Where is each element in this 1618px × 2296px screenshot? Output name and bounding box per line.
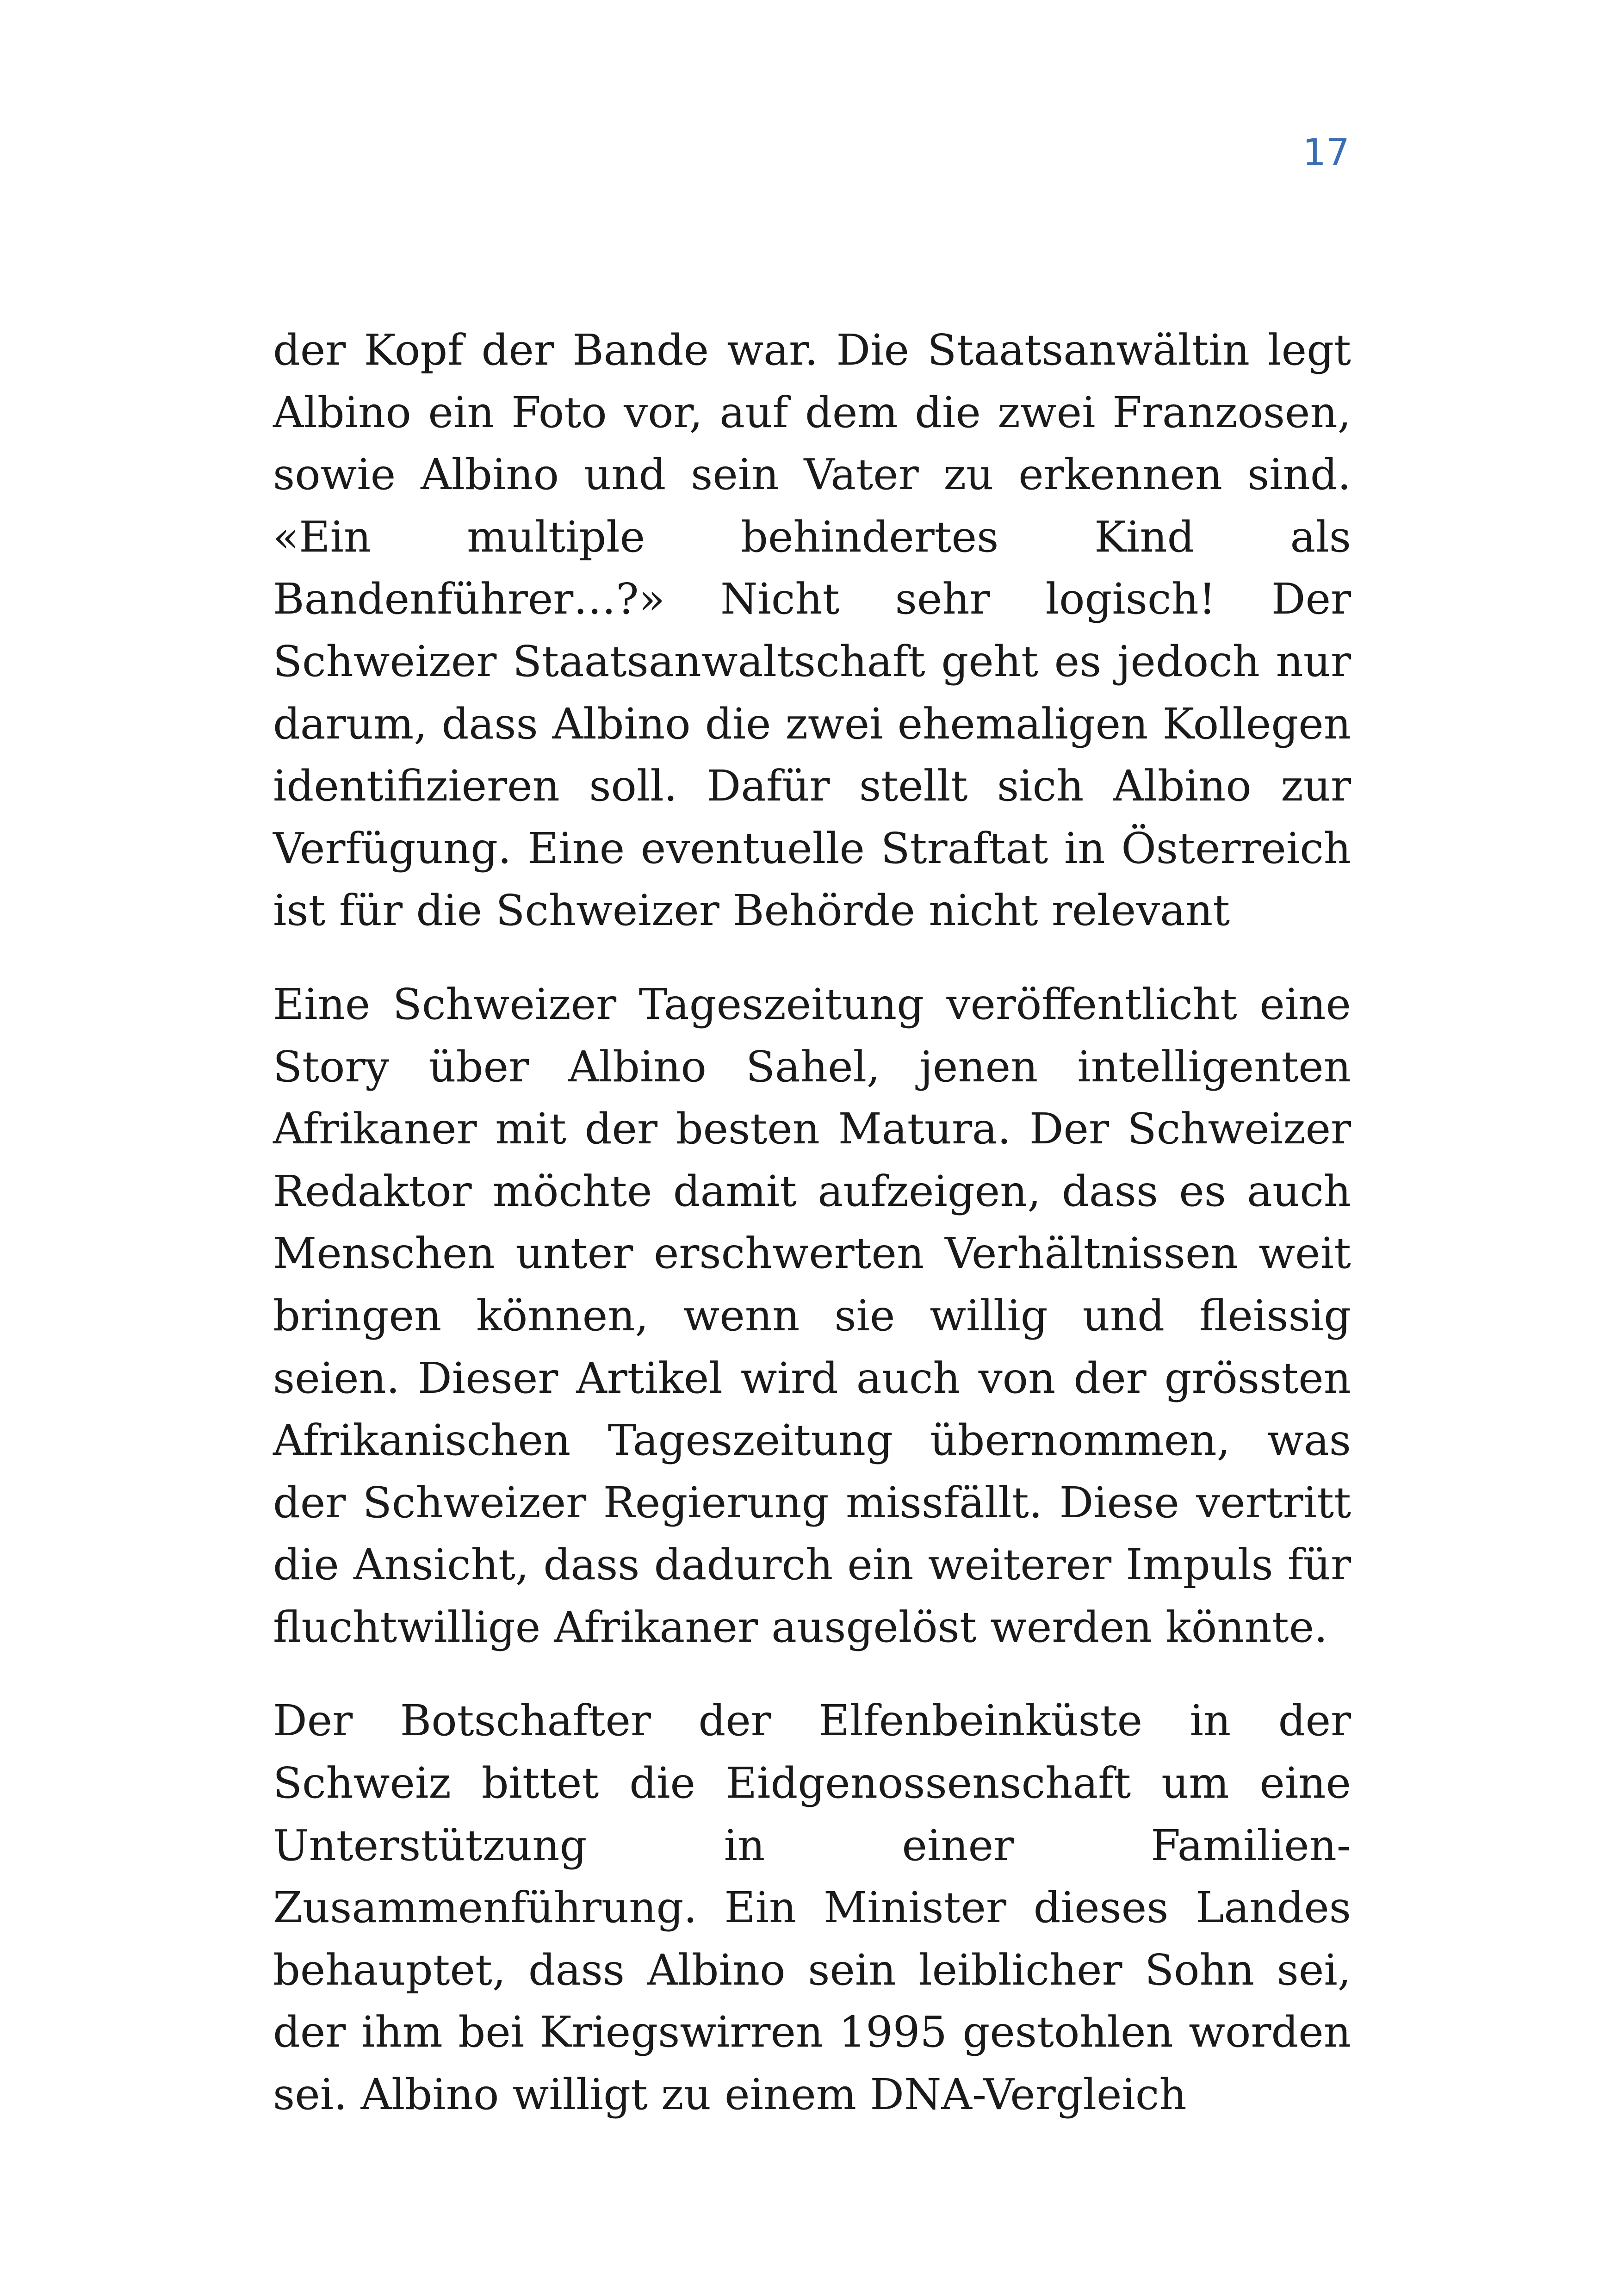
paragraph-1: der Kopf der Bande war. Die Staatsanwältin legt Albino ein Foto vor, auf dem die zwei Franzosen, sowie Albino und sein Vater zu erkennen sind. «Ein multiple behindertes Kind als Bandenführer…?» Nicht sehr logisch! Der Schweizer Staatsanwaltschaft geht es jedoch nur darum, dass Albino die zwei ehemaligen Kollegen identifizieren soll. Dafür stellt sich Albino zur Verfügung. Eine eventuelle Straftat in Österreich ist für die Schweizer Behörde nicht relevant	[273, 325, 1351, 936]
page-number: 17	[1302, 131, 1350, 174]
paragraph-3: Der Botschafter der Elfenbeinküste in der Schweiz bittet die Eidgenossenschaft um eine Unterstützung in einer Familien-Zusammenführung. Ein Minister dieses Landes behauptet, dass Albino sein leiblicher Sohn sei, der ihm bei Kriegswirren 1995 gestohlen worden sei. Albino willigt zu einem DNA-Vergleich	[273, 1696, 1351, 2120]
paragraph-2: Eine Schweizer Tageszeitung veröffentlicht eine Story über Albino Sahel, jenen intelligenten Afrikaner mit der besten Matura. Der Schweizer Redaktor möchte damit aufzeigen, dass es auch Menschen unter erschwerten Verhältnissen weit bringen können, wenn sie willig und fleissig seien. Dieser Artikel wird auch von der grössten Afrikanischen Tageszeitung übernommen, was der Schweizer Regierung missfällt. Diese vertritt die Ansicht, dass dadurch ein weiterer Impuls für fluchtwillige Afrikaner ausgelöst werden könnte.	[273, 979, 1351, 1652]
page-body	[273, 319, 1351, 2158]
